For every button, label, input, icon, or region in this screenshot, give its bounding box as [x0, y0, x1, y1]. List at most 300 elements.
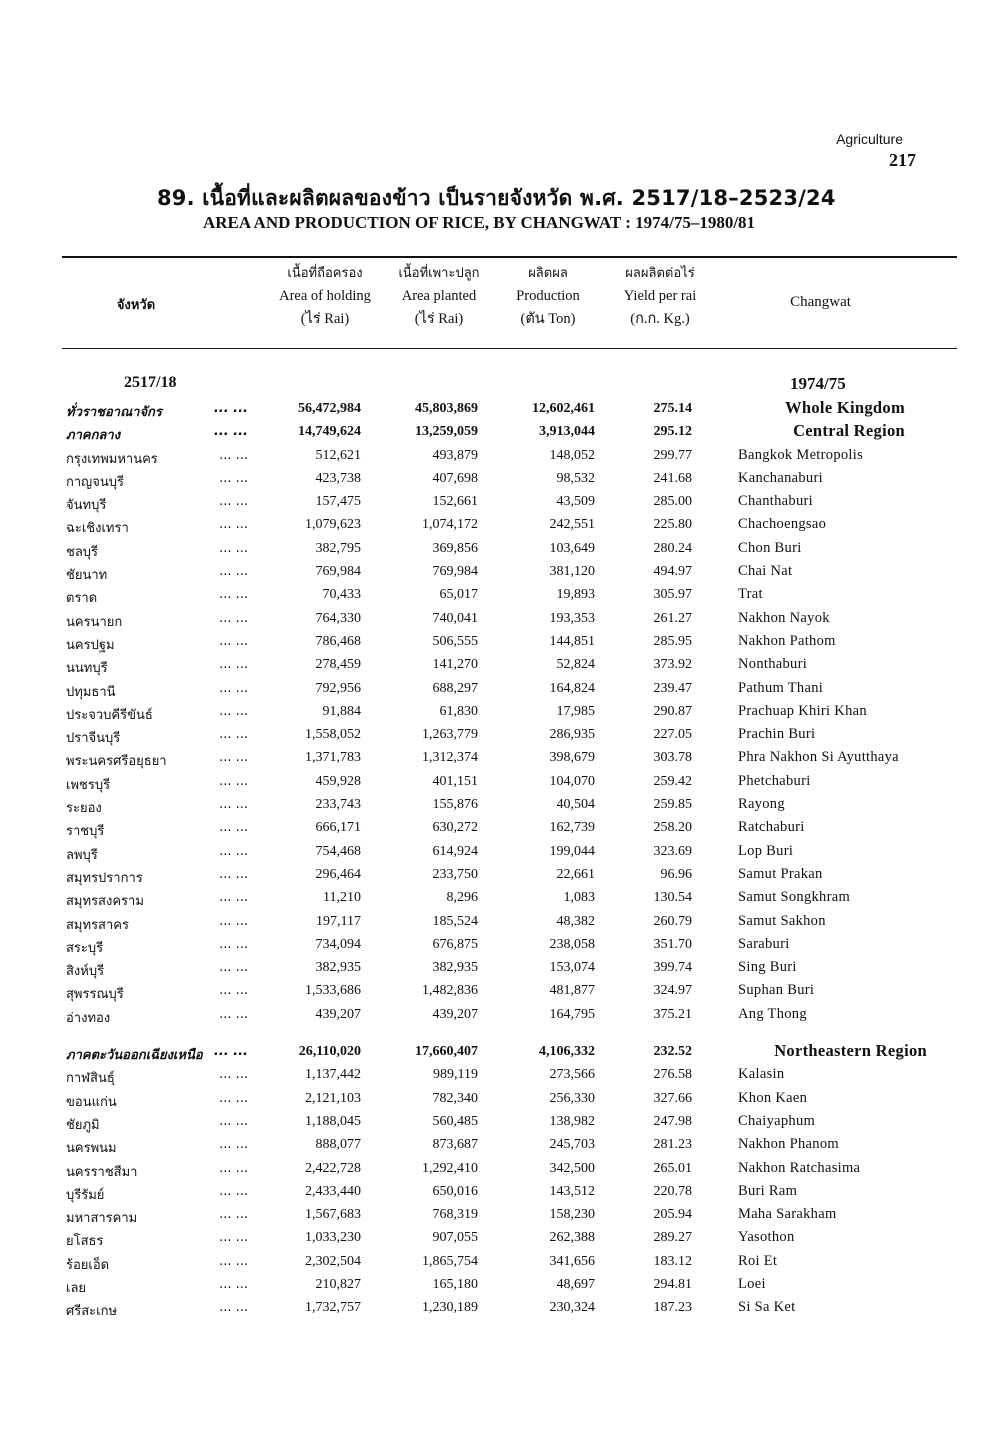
changwat-thai-text: เพชรบุรี [66, 777, 111, 793]
changwat-thai-text: บุรีรัมย์ [66, 1187, 105, 1203]
header-changwat-english: Changwat [790, 294, 851, 310]
leader-dots: ... ... [216, 1067, 248, 1082]
yield-value: 290.87 [653, 703, 692, 719]
table-row [0, 1111, 990, 1134]
production-value: 12,602,461 [532, 401, 595, 416]
year-thai: 2517/18 [124, 374, 177, 391]
changwat-thai-text: นครปฐม [66, 637, 115, 653]
changwat-thai-text: ตราด [66, 591, 98, 607]
yield-value: 324.97 [653, 983, 692, 999]
leader-dots: ... ... [216, 564, 248, 579]
area-holding-value: 1,558,052 [305, 727, 361, 743]
header-area-holding-unit: (ไร่ Rai) [300, 311, 350, 327]
section-label: Agriculture [836, 131, 903, 147]
changwat-thai-text: ปทุมธานี [66, 684, 116, 700]
changwat-english: Bangkok Metropolis [738, 446, 864, 463]
changwat-thai-text: นครนายก [66, 614, 123, 630]
area-planted-value: 907,055 [432, 1230, 478, 1246]
table-title-thai: 89. เนื้อที่และผลิตผลของข้าว เป็นรายจังหวัด พ.ศ. 2517/18–2523/24 [157, 186, 836, 210]
table-row [0, 514, 990, 537]
leader-dots: ... ... [216, 983, 248, 998]
area-holding-value: 2,433,440 [305, 1183, 361, 1199]
leader-dots: ... ... [216, 448, 248, 463]
changwat-english: Nonthaburi [738, 656, 808, 673]
header-area-holding [266, 262, 384, 331]
area-holding-value: 1,188,045 [305, 1113, 361, 1129]
area-holding-value: 1,732,757 [305, 1300, 361, 1316]
table-row [0, 1064, 990, 1087]
table-row [0, 1181, 990, 1204]
table-row [0, 445, 990, 468]
area-holding-value: 91,884 [322, 703, 361, 719]
leader-dots: ... ... [216, 517, 248, 532]
yield-value: 130.54 [653, 890, 692, 906]
changwat-thai [66, 587, 256, 608]
area-planted-value: 8,296 [446, 890, 478, 906]
leader-dots: ... ... [216, 867, 248, 882]
changwat-thai-text: กาฬสินธุ์ [66, 1071, 115, 1087]
production-value: 48,382 [556, 913, 595, 929]
changwat-english: Samut Songkhram [738, 889, 851, 906]
table-row [0, 1204, 990, 1227]
yield-value: 241.68 [653, 470, 692, 486]
yield-value: 285.95 [653, 633, 692, 649]
changwat-thai-text: ร้อยเอ็ด [66, 1257, 110, 1273]
table-row [0, 1227, 990, 1250]
header-production-unit: (ตัน Ton) [520, 311, 576, 327]
area-holding-value: 157,475 [315, 494, 361, 510]
area-holding-value: 1,533,686 [305, 983, 361, 999]
production-value: 143,512 [549, 1183, 595, 1199]
area-planted-value: 688,297 [432, 680, 478, 696]
changwat-english: Loei [738, 1275, 766, 1292]
changwat-thai [66, 774, 256, 795]
changwat-english: Ratchaburi [738, 819, 805, 836]
area-planted-value: 61,830 [439, 703, 478, 719]
leader-dots: ... ... [216, 657, 248, 672]
changwat-english: Maha Sarakham [738, 1206, 837, 1223]
area-planted-value: 769,984 [432, 564, 478, 580]
yield-value: 323.69 [653, 843, 692, 859]
changwat-thai [66, 820, 256, 841]
leader-dots: ... ... [216, 914, 248, 929]
table-row [0, 701, 990, 724]
changwat-thai-text: ภาคกลาง [66, 428, 121, 444]
area-planted-value: 676,875 [432, 936, 478, 952]
changwat-english: Roi Et [738, 1252, 778, 1269]
area-holding-value: 792,956 [315, 680, 361, 696]
table-row [0, 794, 990, 817]
area-planted-value: 560,485 [432, 1113, 478, 1129]
changwat-english: Chaiyaphum [738, 1112, 816, 1129]
leader-dots: ... ... [216, 611, 248, 626]
table-row [0, 654, 990, 677]
yield-value: 239.47 [653, 680, 692, 696]
area-holding-value: 888,077 [315, 1137, 361, 1153]
area-holding-value: 382,795 [315, 540, 361, 556]
production-value: 52,824 [556, 657, 595, 673]
area-planted-value: 369,856 [432, 540, 478, 556]
area-planted-value: 1,482,836 [422, 983, 478, 999]
changwat-english: Khon Kaen [738, 1089, 808, 1106]
table-row [0, 1088, 990, 1111]
area-planted-value: 1,074,172 [422, 517, 478, 533]
yield-value: 187.23 [653, 1300, 692, 1316]
yield-value: 494.97 [653, 564, 692, 580]
changwat-thai [66, 1161, 256, 1182]
leader-dots: ... ... [216, 750, 248, 765]
changwat-english: Chachoengsao [738, 516, 827, 533]
yield-value: 259.42 [653, 773, 692, 789]
leader-dots: ... ... [216, 960, 248, 975]
leader-dots: ... ... [216, 704, 248, 719]
header-area-planted-english: Area planted [401, 288, 477, 304]
production-value: 153,074 [549, 960, 595, 976]
leader-dots: ... ... [216, 1114, 248, 1129]
leader-dots: ... ... [216, 681, 248, 696]
production-value: 158,230 [549, 1207, 595, 1223]
production-value: 242,551 [549, 517, 595, 533]
changwat-thai-text: กรุงเทพมหานคร [66, 451, 158, 467]
table-row [0, 1158, 990, 1181]
leader-dots: ... ... [216, 797, 248, 812]
changwat-thai [66, 471, 256, 492]
header-area-planted-thai: เนื้อที่เพาะปลูก [398, 266, 480, 281]
area-planted-value: 165,180 [432, 1276, 478, 1292]
changwat-thai [66, 797, 256, 818]
production-value: 193,353 [549, 610, 595, 626]
changwat-english: Prachuap Khiri Khan [738, 702, 867, 719]
changwat-thai [66, 1091, 256, 1112]
header-yield-thai: ผลผลิตต่อไร่ [625, 266, 695, 281]
changwat-thai [66, 1230, 256, 1251]
yield-value: 227.05 [653, 727, 692, 743]
yield-value: 305.97 [653, 587, 692, 603]
table-row [0, 584, 990, 607]
table-row [0, 887, 990, 910]
area-planted-value: 740,041 [432, 610, 478, 626]
changwat-thai [66, 448, 256, 469]
area-planted-value: 1,292,410 [422, 1160, 478, 1176]
changwat-thai-text: ชัยภูมิ [66, 1117, 100, 1133]
yield-value: 295.12 [653, 424, 692, 440]
leader-dots: ... ... [216, 1277, 248, 1292]
table-row [0, 468, 990, 491]
production-value: 104,070 [549, 773, 595, 789]
table-row [0, 864, 990, 887]
leader-dots: ... ... [216, 1091, 248, 1106]
table-row [0, 1251, 990, 1274]
changwat-thai [66, 890, 256, 911]
changwat-english: Saraburi [738, 935, 790, 952]
table-row [0, 724, 990, 747]
changwat-english: Si Sa Ket [738, 1299, 796, 1316]
changwat-english: Buri Ram [738, 1182, 798, 1199]
table-row [0, 631, 990, 654]
leader-dots: ... ... [216, 890, 248, 905]
changwat-thai [66, 1277, 256, 1298]
header-production-english: Production [516, 288, 580, 304]
area-planted-value: 614,924 [432, 843, 478, 859]
changwat-thai [66, 1254, 256, 1275]
changwat-thai-text: ชลบุรี [66, 544, 99, 560]
table-row [0, 1041, 990, 1064]
yield-value: 351.70 [653, 936, 692, 952]
changwat-thai-text: พระนครศรีอยุธยา [66, 754, 167, 770]
yield-value: 327.66 [653, 1090, 692, 1106]
area-planted-value: 13,259,059 [415, 424, 478, 440]
changwat-thai [66, 564, 256, 585]
changwat-thai [66, 727, 256, 748]
production-value: 273,566 [549, 1067, 595, 1083]
changwat-thai [66, 634, 256, 655]
production-value: 199,044 [549, 843, 595, 859]
production-value: 98,532 [556, 470, 595, 486]
area-planted-value: 65,017 [439, 587, 478, 603]
changwat-english: Whole Kingdom [785, 398, 905, 417]
area-holding-value: 1,567,683 [305, 1207, 361, 1223]
changwat-thai-text: มหาสารคาม [66, 1211, 138, 1227]
leader-dots: ... ... [211, 401, 248, 416]
yield-value: 225.80 [653, 517, 692, 533]
area-planted-value: 782,340 [432, 1090, 478, 1106]
changwat-thai-text: นครพนม [66, 1141, 117, 1157]
changwat-thai [66, 867, 256, 888]
area-holding-value: 786,468 [315, 633, 361, 649]
area-planted-value: 1,865,754 [422, 1253, 478, 1269]
area-holding-value: 26,110,020 [298, 1044, 361, 1060]
yield-value: 294.81 [653, 1276, 692, 1292]
leader-dots: ... ... [216, 541, 248, 556]
yield-value: 281.23 [653, 1137, 692, 1153]
changwat-thai-text: เลย [66, 1280, 87, 1296]
area-holding-value: 754,468 [315, 843, 361, 859]
table-title-english: AREA AND PRODUCTION OF RICE, BY CHANGWAT : 1974/75–1980/81 [203, 213, 756, 232]
changwat-english: Trat [738, 586, 763, 603]
production-value: 342,500 [549, 1160, 595, 1176]
changwat-thai [66, 681, 256, 702]
yield-value: 303.78 [653, 750, 692, 766]
yield-value: 275.14 [653, 401, 692, 416]
yield-value: 260.79 [653, 913, 692, 929]
yield-value: 299.77 [653, 447, 692, 463]
area-planted-value: 650,016 [432, 1183, 478, 1199]
changwat-thai [66, 1067, 256, 1088]
yield-value: 258.20 [653, 820, 692, 836]
area-planted-value: 1,230,189 [422, 1300, 478, 1316]
header-area-planted-unit: (ไร่ Rai) [414, 311, 464, 327]
area-holding-value: 56,472,984 [298, 401, 361, 416]
area-planted-value: 439,207 [432, 1006, 478, 1022]
area-holding-value: 278,459 [315, 657, 361, 673]
header-yield [604, 262, 716, 331]
leader-dots: ... ... [216, 820, 248, 835]
leader-dots: ... ... [216, 1207, 248, 1222]
table-row [0, 1274, 990, 1297]
area-holding-value: 233,743 [315, 797, 361, 813]
area-planted-value: 493,879 [432, 447, 478, 463]
yield-value: 232.52 [653, 1044, 692, 1060]
area-holding-value: 2,121,103 [305, 1090, 361, 1106]
area-holding-value: 210,827 [315, 1276, 361, 1292]
changwat-thai-text: ลพบุรี [66, 847, 98, 863]
changwat-thai-text: ปราจีนบุรี [66, 731, 121, 747]
changwat-thai-text: ศรีสะเกษ [66, 1304, 118, 1320]
changwat-english: Kalasin [738, 1066, 785, 1083]
yield-value: 259.85 [653, 797, 692, 813]
changwat-thai [66, 541, 256, 562]
area-holding-value: 197,117 [316, 913, 361, 929]
changwat-thai-text: ระยอง [66, 801, 102, 817]
changwat-thai [66, 611, 256, 632]
header-changwat-thai: จังหวัด [116, 298, 156, 313]
leader-dots: ... ... [211, 424, 248, 439]
area-planted-value: 45,803,869 [415, 401, 478, 416]
changwat-english: Suphan Buri [738, 982, 815, 999]
changwat-thai-text: สิงห์บุรี [66, 964, 105, 980]
changwat-thai-text: สระบุรี [66, 940, 104, 956]
yield-value: 261.27 [653, 610, 692, 626]
changwat-english: Northeastern Region [774, 1041, 927, 1061]
table-row [0, 980, 990, 1003]
table-row [0, 1004, 990, 1027]
changwat-thai-text: กาญจนบุรี [66, 474, 124, 490]
area-holding-value: 2,422,728 [305, 1160, 361, 1176]
changwat-thai-text: ยโสธร [66, 1234, 104, 1250]
area-planted-value: 401,151 [432, 773, 478, 789]
production-value: 43,509 [556, 494, 595, 510]
production-value: 341,656 [549, 1253, 595, 1269]
changwat-english: Nakhon Phanom [738, 1136, 839, 1153]
header-production-thai: ผลิตผล [528, 266, 568, 281]
changwat-english: Nakhon Ratchasima [738, 1159, 861, 1176]
changwat-thai-text: ขอนแก่น [66, 1094, 117, 1110]
production-value: 164,795 [549, 1006, 595, 1022]
changwat-english: Rayong [738, 796, 785, 813]
changwat-thai [66, 704, 256, 725]
header-area-holding-thai: เนื้อที่ถือครอง [287, 266, 363, 281]
table-row [0, 608, 990, 631]
page-number: 217 [889, 150, 916, 170]
changwat-thai-text: สมุทรปราการ [66, 870, 143, 886]
leader-dots: ... ... [216, 727, 248, 742]
changwat-thai-text: นนทบุรี [66, 661, 108, 677]
yield-value: 265.01 [653, 1160, 692, 1176]
production-value: 245,703 [549, 1137, 595, 1153]
production-value: 286,935 [549, 727, 595, 743]
changwat-thai-text: ชัยนาท [66, 568, 108, 584]
changwat-english: Phra Nakhon Si Ayutthaya [738, 749, 899, 766]
changwat-english: Pathum Thani [738, 679, 824, 696]
changwat-thai-text: นครราชสีมา [66, 1164, 138, 1180]
production-value: 1,083 [563, 890, 595, 906]
header-production [500, 262, 596, 331]
production-value: 230,324 [549, 1300, 595, 1316]
area-planted-value: 768,319 [432, 1207, 478, 1223]
table-row [0, 817, 990, 840]
header-area-planted [386, 262, 492, 331]
table-row [0, 561, 990, 584]
header-yield-english: Yield per rai [623, 288, 697, 304]
changwat-thai [66, 1184, 256, 1205]
area-holding-value: 382,935 [315, 960, 361, 976]
area-holding-value: 1,137,442 [305, 1067, 361, 1083]
changwat-english: Nakhon Nayok [738, 609, 830, 626]
area-holding-value: 2,302,504 [305, 1253, 361, 1269]
changwat-thai-text: สมุทรสาคร [66, 917, 129, 933]
yield-value: 375.21 [653, 1006, 692, 1022]
changwat-thai-text: ฉะเชิงเทรา [66, 521, 129, 537]
yield-value: 276.58 [653, 1067, 692, 1083]
changwat-thai [66, 937, 256, 958]
area-holding-value: 459,928 [315, 773, 361, 789]
area-planted-value: 152,661 [432, 494, 478, 510]
production-value: 262,388 [549, 1230, 595, 1246]
production-value: 144,851 [549, 633, 595, 649]
production-value: 481,877 [549, 983, 595, 999]
production-value: 3,913,044 [539, 424, 595, 440]
changwat-thai-text: ทั่วราชอาณาจักร [66, 405, 162, 420]
production-value: 138,982 [549, 1113, 595, 1129]
production-value: 381,120 [549, 564, 595, 580]
yield-value: 183.12 [653, 1253, 692, 1269]
yield-value: 285.00 [653, 494, 692, 510]
changwat-english: Prachin Buri [738, 726, 816, 743]
leader-dots: ... ... [211, 1044, 248, 1059]
changwat-thai-text: จันทบุรี [66, 498, 107, 514]
changwat-english: Samut Sakhon [738, 912, 826, 929]
production-value: 22,661 [556, 866, 595, 882]
production-value: 48,697 [556, 1276, 595, 1292]
production-value: 164,824 [549, 680, 595, 696]
area-holding-value: 1,079,623 [305, 517, 361, 533]
production-value: 148,052 [549, 447, 595, 463]
area-planted-value: 989,119 [433, 1067, 478, 1083]
changwat-english: Phetchaburi [738, 772, 811, 789]
yield-value: 280.24 [653, 540, 692, 556]
table-row [0, 1134, 990, 1157]
area-holding-value: 296,464 [315, 866, 361, 882]
area-planted-value: 17,660,407 [415, 1044, 478, 1060]
changwat-thai [66, 1300, 256, 1321]
area-holding-value: 14,749,624 [298, 424, 361, 440]
table-row [0, 911, 990, 934]
table-row [0, 398, 990, 421]
yield-value: 205.94 [653, 1207, 692, 1223]
table-row [0, 1297, 990, 1320]
area-holding-value: 512,621 [315, 447, 361, 463]
table-row [0, 841, 990, 864]
production-value: 256,330 [549, 1090, 595, 1106]
leader-dots: ... ... [216, 1137, 248, 1152]
leader-dots: ... ... [216, 471, 248, 486]
changwat-thai-text: ภาคตะวันออกเฉียงเหนือ [66, 1048, 203, 1064]
area-holding-value: 1,371,783 [305, 750, 361, 766]
changwat-english: Central Region [793, 421, 905, 441]
area-planted-value: 873,687 [432, 1137, 478, 1153]
leader-dots: ... ... [216, 1300, 248, 1315]
area-planted-value: 141,270 [432, 657, 478, 673]
changwat-thai [66, 657, 256, 678]
changwat-english: Sing Buri [738, 959, 797, 976]
area-holding-value: 666,171 [315, 820, 361, 836]
table-row [0, 491, 990, 514]
area-holding-value: 1,033,230 [305, 1230, 361, 1246]
leader-dots: ... ... [216, 1161, 248, 1176]
production-value: 4,106,332 [539, 1044, 595, 1060]
yield-value: 373.92 [653, 657, 692, 673]
changwat-thai [66, 960, 256, 981]
